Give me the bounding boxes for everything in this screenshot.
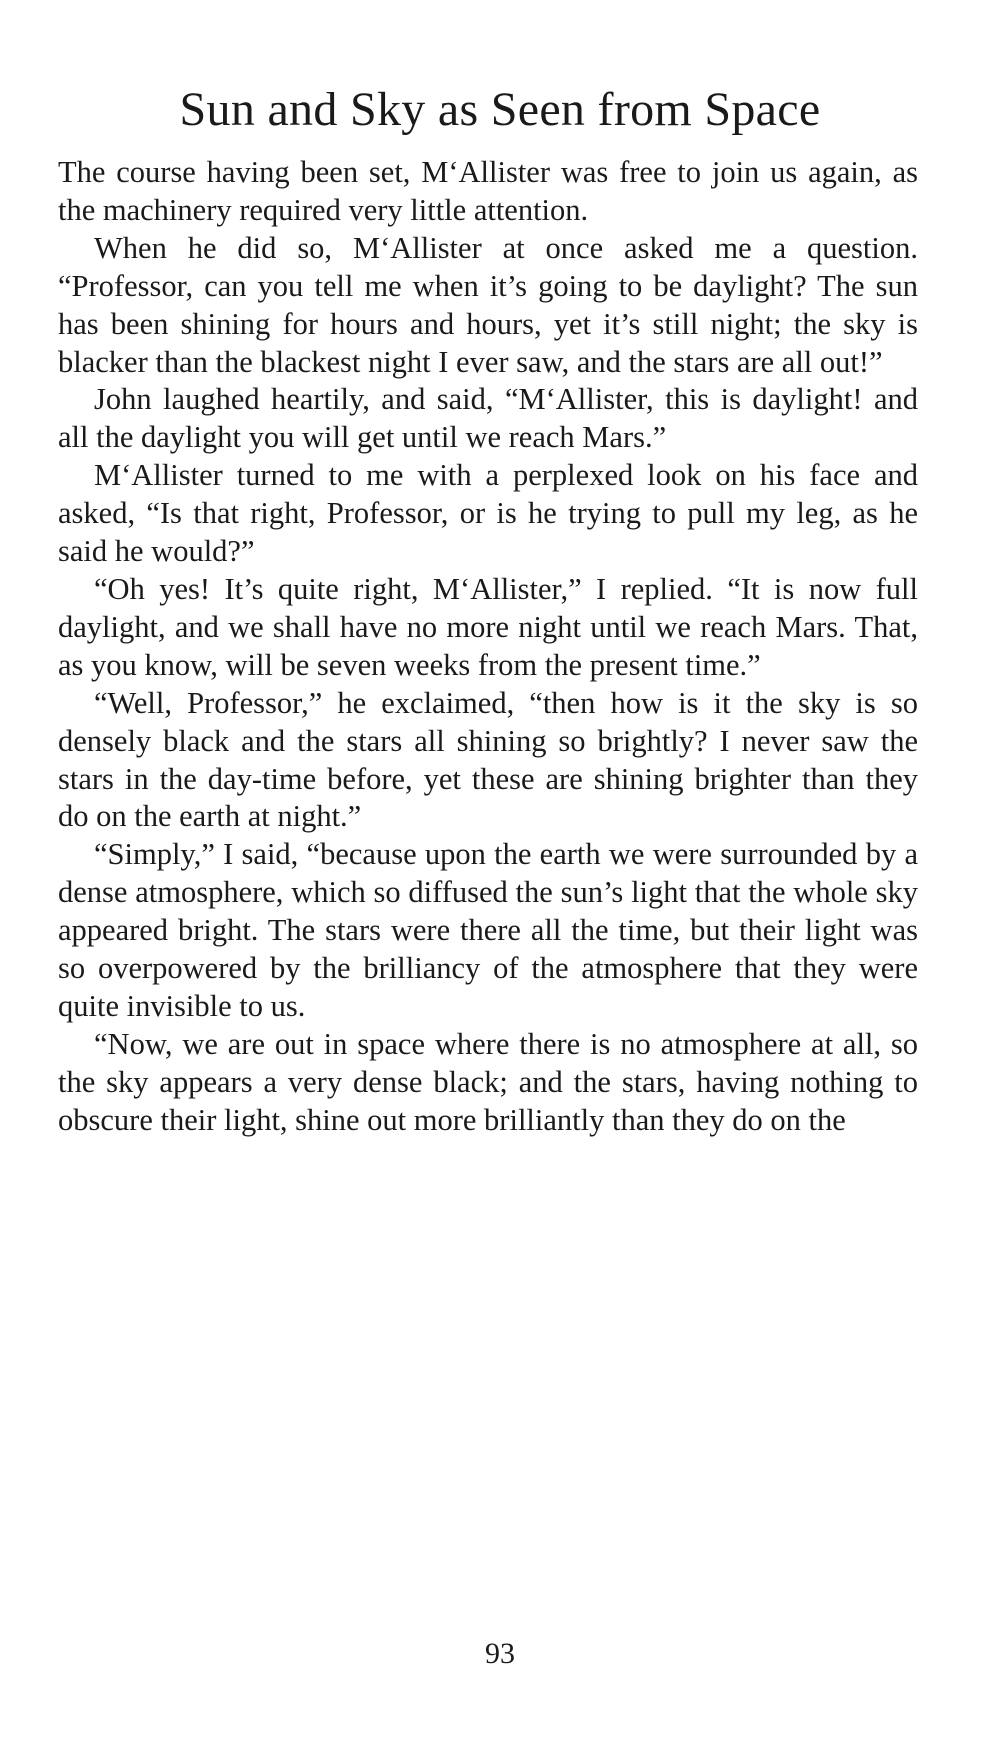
paragraph: M‘Allister turned to me with a perplexed look on his face and asked, “Is that right, Professor, or is he trying to pull my leg, as he said he would?” <box>58 458 918 569</box>
paragraph: The course having been set, M‘Allister was free to join us again, as the machinery required very little attention. <box>58 155 918 227</box>
running-title: Sun and Sky as Seen from Space <box>179 83 821 136</box>
paragraph: “Simply,” I said, “because upon the earth we were surrounded by a dense atmosphere, which so diffused the sun’s light that the whole sky appeared bright. The stars were there all the time, but their light was so overpowered by the brilliancy of the atmosphere that they were quite invisible to us. <box>58 837 918 1023</box>
paragraph: John laughed heartily, and said, “M‘Allister, this is daylight! and all the daylight you will get until we reach Mars.” <box>58 382 918 455</box>
paragraph: “Well, Professor,” he exclaimed, “then how is it the sky is so densely black and the stars all shining so brightly? I never saw the stars in the day-time before, yet these are shining brighter than they do on the earth at night.” <box>58 685 918 834</box>
paragraph: “Oh yes! It’s quite right, M‘Allister,” I replied. “It is now full daylight, and we shall have no more night until we reach Mars. That, as you know, will be seven weeks from the present time.” <box>58 571 918 682</box>
paragraph: “Now, we are out in space where there is no atmosphere at all, so the sky appears a very dense black; and the stars, having nothing to obscure their light, shine out more brilliantly than they do on the <box>58 1026 918 1137</box>
page-number: 93 <box>485 1637 515 1670</box>
paragraph: When he did so, M‘Allister at once asked me a question. “Professor, can you tell me when it’s going to be daylight? The sun has been shining for hours and hours, yet it’s still night; the sky is blacker than the blackest night I ever saw, and the stars are all out!” <box>58 230 918 379</box>
page-body <box>58 154 918 1140</box>
